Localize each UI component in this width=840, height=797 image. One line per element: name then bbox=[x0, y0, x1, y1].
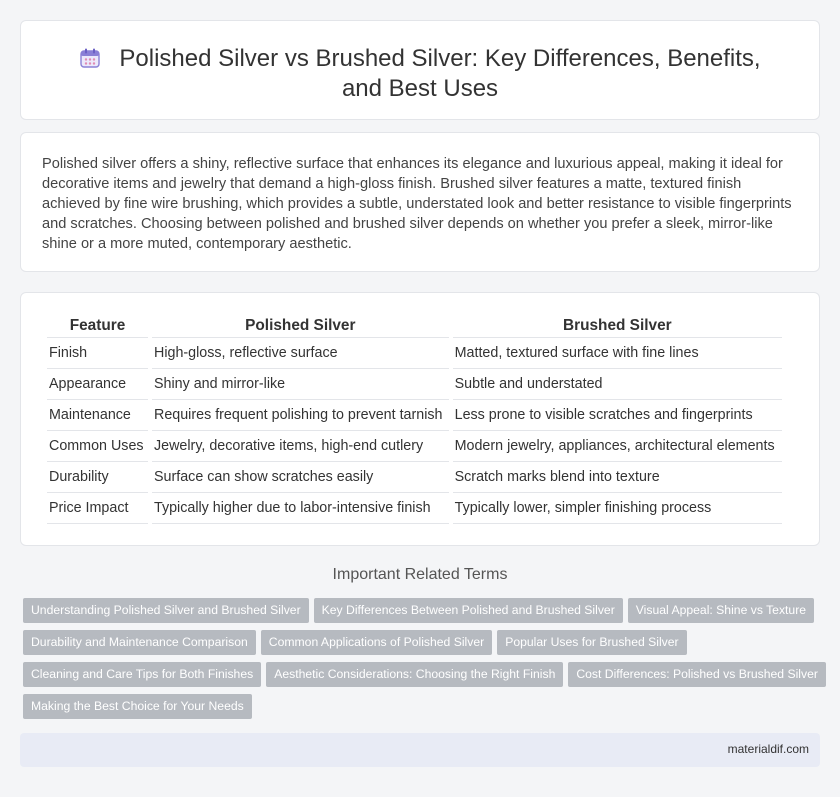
table-cell: Typically lower, simpler finishing process bbox=[453, 493, 782, 524]
comparison-card bbox=[20, 292, 820, 546]
table-row bbox=[47, 338, 782, 369]
table-cell: Surface can show scratches easily bbox=[152, 462, 449, 493]
related-term-tag[interactable]: Key Differences Between Polished and Brushed Silver bbox=[314, 598, 623, 623]
tag-row bbox=[23, 694, 823, 726]
table-cell: Durability bbox=[47, 462, 148, 493]
table-cell: Finish bbox=[47, 338, 148, 369]
related-term-tag[interactable]: Cleaning and Care Tips for Both Finishes bbox=[23, 662, 261, 687]
intro-card bbox=[20, 132, 820, 272]
column-header: Brushed Silver bbox=[453, 314, 782, 338]
intro-paragraph: Polished silver offers a shiny, reflective surface that enhances its elegance and luxurious appeal, making it ideal for decorative items and jewelry that demand a high-gloss finish. Brushed silver features a matte, textured finish achieved by fine wire brushing, which provides a subtle, understated look and better resistance to visible fingerprints and scratches. Choosing between polished and brushed silver depends on whether you prefer a sleek, mirror-like shine or a more muted, contemporary aesthetic. bbox=[42, 156, 792, 252]
table-cell: Typically higher due to labor-intensive finish bbox=[152, 493, 449, 524]
related-term-tag[interactable]: Aesthetic Considerations: Choosing the Right Finish bbox=[266, 662, 563, 687]
table-row bbox=[47, 369, 782, 400]
related-term-tag[interactable]: Making the Best Choice for Your Needs bbox=[23, 694, 252, 719]
table-header-row bbox=[47, 314, 782, 338]
comparison-table bbox=[43, 314, 786, 524]
column-header: Polished Silver bbox=[152, 314, 449, 338]
header-card bbox=[20, 20, 820, 120]
table-cell: Subtle and understated bbox=[453, 369, 782, 400]
related-term-tag[interactable]: Visual Appeal: Shine vs Texture bbox=[628, 598, 814, 623]
table-cell: Less prone to visible scratches and fingerprints bbox=[453, 400, 782, 431]
table-cell: Price Impact bbox=[47, 493, 148, 524]
table-cell: Jewelry, decorative items, high-end cutlery bbox=[152, 431, 449, 462]
related-term-tag[interactable]: Popular Uses for Brushed Silver bbox=[497, 630, 686, 655]
tag-row bbox=[23, 598, 823, 630]
table-row bbox=[47, 431, 782, 462]
column-header: Feature bbox=[47, 314, 148, 338]
table-cell: Maintenance bbox=[47, 400, 148, 431]
page-title: Polished Silver vs Brushed Silver: Key Differences, Benefits, and Best Uses bbox=[119, 45, 761, 102]
calendar-icon bbox=[79, 47, 101, 69]
table-cell: High-gloss, reflective surface bbox=[152, 338, 449, 369]
related-term-tag[interactable]: Cost Differences: Polished vs Brushed Silver bbox=[568, 662, 826, 687]
table-cell: Appearance bbox=[47, 369, 148, 400]
tag-row bbox=[23, 630, 823, 662]
related-terms-title: Important Related Terms bbox=[332, 566, 508, 583]
table-cell: Modern jewelry, appliances, architectural elements bbox=[453, 431, 782, 462]
related-term-tag[interactable]: Understanding Polished Silver and Brushed Silver bbox=[23, 598, 309, 623]
table-cell: Matted, textured surface with fine lines bbox=[453, 338, 782, 369]
table-row bbox=[47, 462, 782, 493]
site-credit-link[interactable]: materialdif.com bbox=[727, 742, 809, 756]
page-title-wrap bbox=[61, 44, 779, 104]
table-row bbox=[47, 493, 782, 524]
table-row bbox=[47, 400, 782, 431]
table-cell: Scratch marks blend into texture bbox=[453, 462, 782, 493]
table-cell: Common Uses bbox=[47, 431, 148, 462]
related-term-tag[interactable]: Durability and Maintenance Comparison bbox=[23, 630, 256, 655]
footer-bar bbox=[20, 733, 820, 767]
related-terms-list bbox=[23, 598, 823, 726]
tag-row bbox=[23, 662, 823, 694]
table-cell: Shiny and mirror-like bbox=[152, 369, 449, 400]
related-term-tag[interactable]: Common Applications of Polished Silver bbox=[261, 630, 492, 655]
table-cell: Requires frequent polishing to prevent tarnish bbox=[152, 400, 449, 431]
